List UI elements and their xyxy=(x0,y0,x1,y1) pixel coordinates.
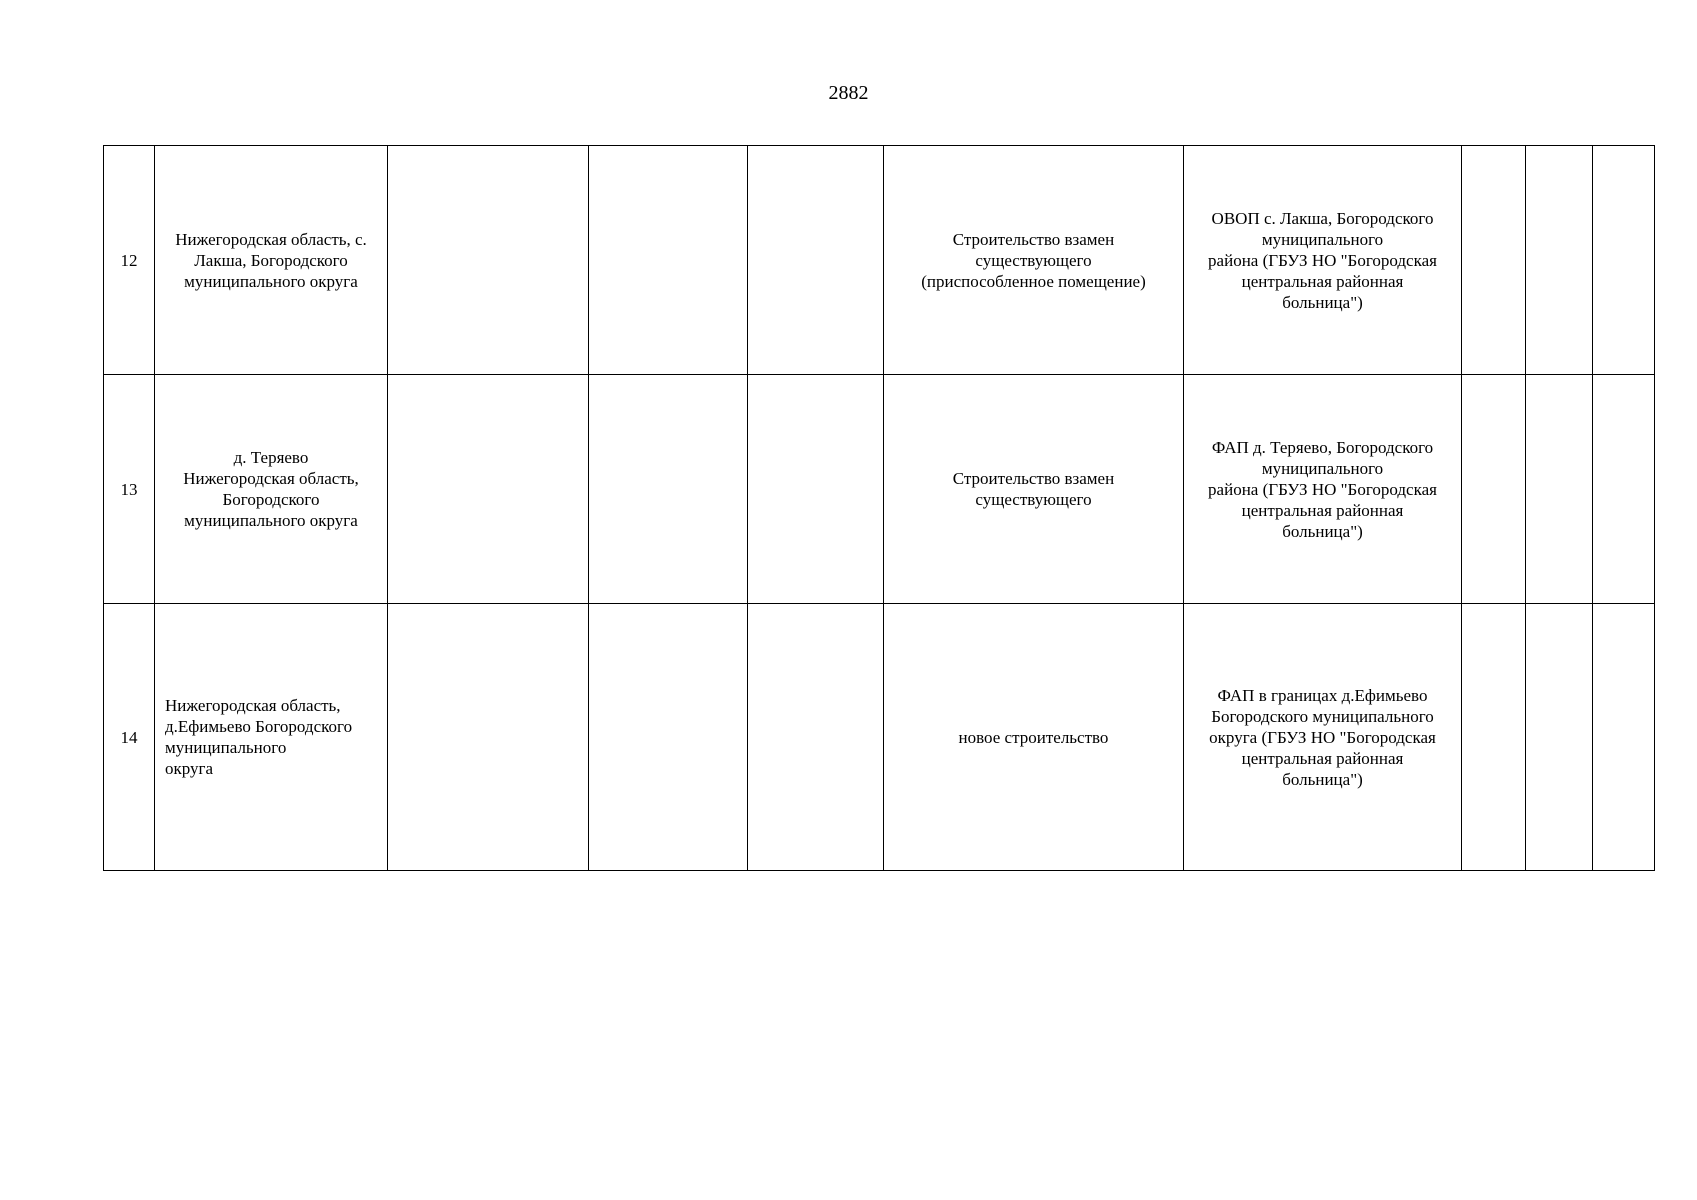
empty-cell xyxy=(589,375,748,604)
empty-cell xyxy=(1462,375,1526,604)
work-type-cell: новое строительство xyxy=(884,604,1184,871)
empty-cell xyxy=(388,375,589,604)
facilities-table xyxy=(103,145,1655,871)
empty-cell xyxy=(1462,146,1526,375)
empty-cell xyxy=(1462,604,1526,871)
facility-cell: ОВОП с. Лакша, Богородского муниципального района (ГБУЗ НО "Богородская центральная районная больница") xyxy=(1184,146,1462,375)
table-row xyxy=(104,375,1655,604)
row-number: 12 xyxy=(104,146,155,375)
address-cell: Нижегородская область, д.Ефимьево Богородского муниципального округа xyxy=(155,604,388,871)
empty-cell xyxy=(388,604,589,871)
page-number: 2882 xyxy=(828,82,869,104)
work-type-cell: Строительство взамен существующего xyxy=(884,375,1184,604)
empty-cell xyxy=(589,146,748,375)
empty-cell xyxy=(388,146,589,375)
table-row xyxy=(104,604,1655,871)
empty-cell xyxy=(1593,375,1655,604)
empty-cell xyxy=(748,375,884,604)
address-cell: д. Теряево Нижегородская область, Богородского муниципального округа xyxy=(155,375,388,604)
facility-cell: ФАП в границах д.Ефимьево Богородского муниципального округа (ГБУЗ НО "Богородская центральная районная больница") xyxy=(1184,604,1462,871)
empty-cell xyxy=(1593,146,1655,375)
address-cell: Нижегородская область, с. Лакша, Богородского муниципального округа xyxy=(155,146,388,375)
empty-cell xyxy=(1526,604,1593,871)
empty-cell xyxy=(1526,375,1593,604)
empty-cell xyxy=(1593,604,1655,871)
row-number: 13 xyxy=(104,375,155,604)
table-row xyxy=(104,146,1655,375)
empty-cell xyxy=(1526,146,1593,375)
work-type-cell: Строительство взамен существующего (приспособленное помещение) xyxy=(884,146,1184,375)
facility-cell: ФАП д. Теряево, Богородского муниципального района (ГБУЗ НО "Богородская центральная районная больница") xyxy=(1184,375,1462,604)
empty-cell xyxy=(589,604,748,871)
row-number: 14 xyxy=(104,604,155,871)
empty-cell xyxy=(748,146,884,375)
empty-cell xyxy=(748,604,884,871)
